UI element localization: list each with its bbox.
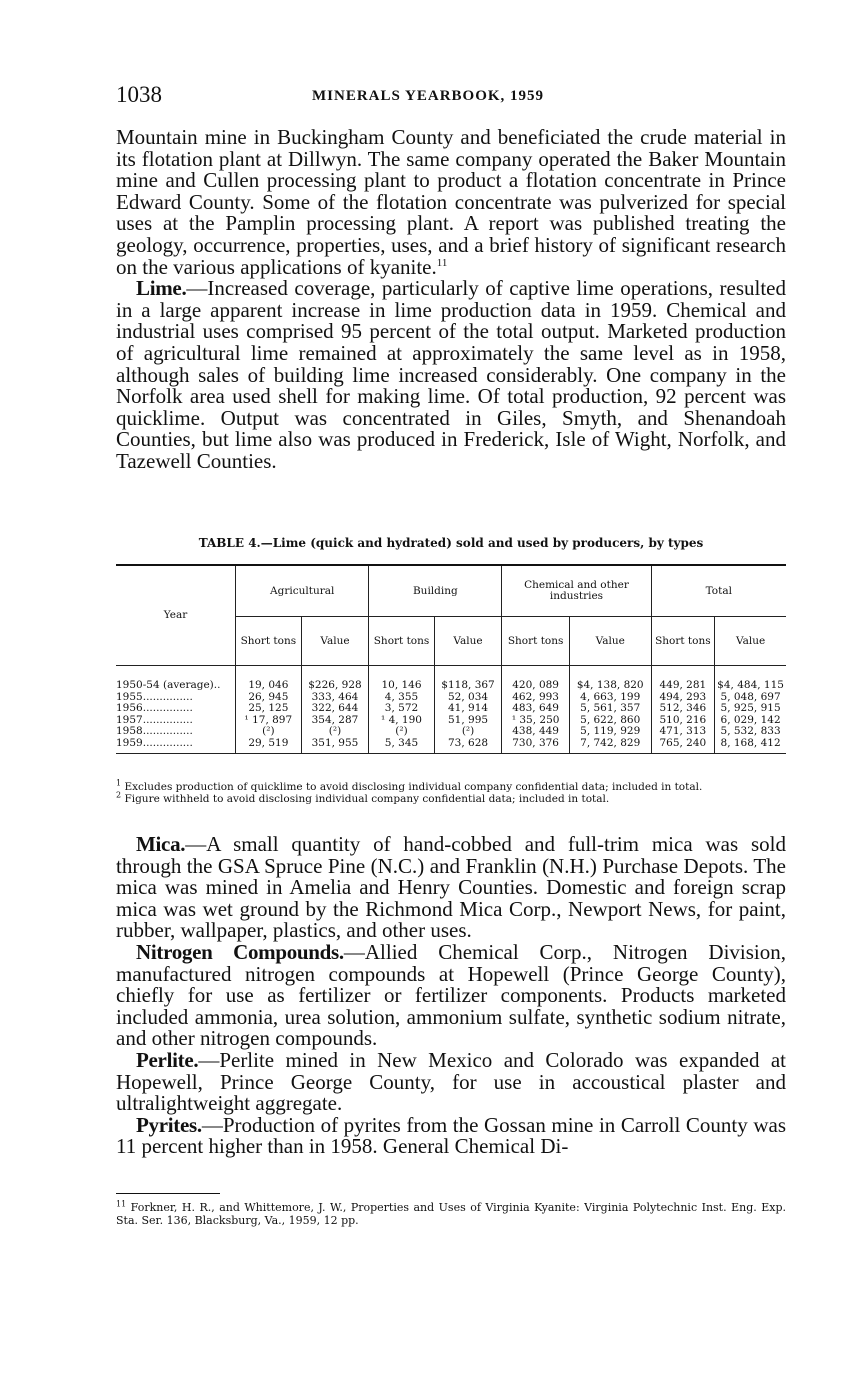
table-cell: 5, 532, 833 bbox=[715, 726, 786, 738]
row-year: 1955............... bbox=[116, 690, 193, 703]
table-cell: $4, 138, 820 bbox=[569, 666, 651, 692]
table-cell: $118, 367 bbox=[434, 666, 502, 692]
sub-header: Short tons bbox=[369, 617, 434, 666]
table-cell: 19, 046 bbox=[236, 666, 302, 692]
table-cell: 52, 034 bbox=[434, 692, 502, 704]
sub-header: Value bbox=[715, 617, 786, 666]
body-block-bottom bbox=[116, 834, 786, 1158]
table-cell: (²) bbox=[434, 726, 502, 738]
table-cell: 462, 993 bbox=[502, 692, 570, 704]
paragraph-perlite: Perlite.—Perlite mined in New Mexico and Colorado was expanded at Hopewell, Prince George County, for use in accoustical plaster and ultralightweight aggregate. bbox=[116, 1047, 786, 1116]
table-cell: 471, 313 bbox=[651, 726, 715, 738]
table-caption: TABLE 4.—Lime (quick and hydrated) sold and used by producers, by types bbox=[198, 536, 704, 550]
lime-heading: Lime. bbox=[136, 276, 187, 301]
table-cell: 4, 355 bbox=[369, 692, 434, 704]
table-row bbox=[116, 738, 786, 754]
table-cell: 333, 464 bbox=[301, 692, 369, 704]
nitrogen-heading: Nitrogen Compounds. bbox=[136, 939, 344, 964]
footnote-divider bbox=[116, 1193, 220, 1194]
paragraph-kyanite: Mountain mine in Buckingham County and beneficiated the crude material in its flotation plant at Dillwyn. The same company operated the Baker Mountain mine and Cullen processing plant to product a flotation concentrate in Prince Edward County. Some of the flotation concentrate was pulverized for special uses at the Pamplin processing plant. A report was published treating the geology, occurrence, properties, uses, and a brief history of significant research on the various applications of kyanite.$^{11}$ bbox=[116, 125, 786, 279]
paragraph-mica: Mica.—A small quantity of hand-cobbed and full-trim mica was sold through the GSA Spruce Pine (N.C.) and Franklin (N.H.) Purchase Depots. The mica was mined in Amelia and Henry Counties. Domestic and foreign scrap mica was wet ground by the Richmond Mica Corp., Newport News, for paint, rubber, wallpaper, plastics, and other uses. bbox=[116, 832, 786, 943]
table-cell: 4, 663, 199 bbox=[569, 692, 651, 704]
table-cell: 5, 561, 357 bbox=[569, 703, 651, 715]
table-cell: ¹ 35, 250 bbox=[502, 715, 570, 727]
row-year: 1957............... bbox=[116, 713, 193, 726]
table-cell: 351, 955 bbox=[301, 738, 369, 754]
paragraph-lime: Lime.—Increased coverage, particularly of captive lime operations, resulted in a large apparent increase in lime production data in 1959. Chemical and industrial uses comprised 95 percent of the total output. Marketed production of agricultural lime remained at approximately the same level as in 1958, although sales of building lime increased considerably. One company in the Norfolk area used shell for making lime. Of total production, 92 percent was quicklime. Output was concentrated in Giles, Smyth, and Shenandoah Counties, but lime also was produced in Frederick, Isle of Wight, Norfolk, and Tazewell Counties. bbox=[116, 276, 786, 473]
table-cell: 449, 281 bbox=[651, 666, 715, 692]
page-footnote-11: $^{11}$ Forkner, H. R., and Whittemore, J. W., Properties and Uses of Virginia Kyanite: Virginia Polytechnic Inst. Eng. Exp. Sta. Ser. 136, Blacksburg, Va., 1959, 12 pp. bbox=[116, 1199, 786, 1227]
year-header: Year bbox=[116, 565, 236, 666]
sub-header: Short tons bbox=[502, 617, 570, 666]
group-header-building: Building bbox=[369, 565, 502, 617]
table-cell: $4, 484, 115 bbox=[715, 666, 786, 692]
perlite-heading: Perlite. bbox=[136, 1047, 199, 1072]
paragraph-nitrogen: Nitrogen Compounds.—Allied Chemical Corp., Nitrogen Division, manufactured nitrogen compounds at Hopewell (Prince George County), chiefly for use as fertilizer or fertilizer components. Products marketed included ammonia, urea solution, ammonium sulfate, synthetic sodium nitrate, and other nitrogen compounds. bbox=[116, 939, 786, 1051]
table-cell: 10, 146 bbox=[369, 666, 434, 692]
page-header bbox=[116, 82, 786, 110]
table-cell: 765, 240 bbox=[651, 738, 715, 754]
table-row bbox=[116, 666, 786, 692]
body-block-top bbox=[116, 127, 786, 473]
sub-header: Short tons bbox=[236, 617, 302, 666]
table-cell: 5, 119, 929 bbox=[569, 726, 651, 738]
group-header-agricultural: Agricultural bbox=[236, 565, 369, 617]
table-cell: 26, 945 bbox=[236, 692, 302, 704]
mica-heading: Mica. bbox=[136, 832, 186, 856]
table-footnotes bbox=[116, 778, 786, 806]
row-year: 1950-54 (average).. bbox=[116, 679, 221, 691]
table-cell: $226, 928 bbox=[301, 666, 369, 692]
row-year: 1958............... bbox=[116, 725, 193, 737]
table-cell: 7, 742, 829 bbox=[569, 738, 651, 754]
table-row bbox=[116, 726, 786, 738]
table-cell: 3, 572 bbox=[369, 703, 434, 715]
table-cell: 730, 376 bbox=[502, 738, 570, 754]
table-cell: 25, 125 bbox=[236, 703, 302, 715]
table-cell: 5, 622, 860 bbox=[569, 715, 651, 727]
table-cell: 483, 649 bbox=[502, 703, 570, 715]
sub-header: Value bbox=[569, 617, 651, 666]
lime-table bbox=[116, 564, 786, 754]
table-cell: 29, 519 bbox=[236, 738, 302, 754]
table-cell: 6, 029, 142 bbox=[715, 715, 786, 727]
group-header-chemical: Chemical and other industries bbox=[502, 565, 651, 617]
table-cell: ¹ 4, 190 bbox=[369, 715, 434, 727]
footnote-ref-11[interactable]: 11 bbox=[436, 256, 448, 269]
table-cell: (²) bbox=[236, 726, 302, 738]
sub-header: Short tons bbox=[651, 617, 715, 666]
table-cell: 51, 995 bbox=[434, 715, 502, 727]
table-cell: 8, 168, 412 bbox=[715, 738, 786, 754]
running-title: MINERALS YEARBOOK, 1959 bbox=[312, 88, 545, 104]
row-year: 1956............... bbox=[116, 702, 193, 714]
table-footnote-1: $^1$ Excludes production of quicklime to avoid disclosing individual company confidential data; included in total. bbox=[116, 778, 703, 793]
table-cell: 5, 925, 915 bbox=[715, 703, 786, 715]
table-footnote-2: $^2$ Figure withheld to avoid disclosing individual company confidential data; included in total. bbox=[116, 790, 610, 805]
table-cell: 512, 346 bbox=[651, 703, 715, 715]
table-cell: 5, 345 bbox=[369, 738, 434, 754]
table-cell: 494, 293 bbox=[651, 692, 715, 704]
table-cell: (²) bbox=[301, 726, 369, 738]
sub-header: Value bbox=[301, 617, 369, 666]
table-cell: 510, 216 bbox=[651, 715, 715, 727]
table-cell: (²) bbox=[369, 726, 434, 738]
table-cell: ¹ 17, 897 bbox=[236, 715, 302, 727]
table-cell: 41, 914 bbox=[434, 703, 502, 715]
paragraph-pyrites: Pyrites.—Production of pyrites from the Gossan mine in Carroll County was 11 percent higher than in 1958. General Chemical Di- bbox=[116, 1112, 786, 1159]
row-year: 1959............... bbox=[116, 738, 236, 754]
table-cell: 5, 048, 697 bbox=[715, 692, 786, 704]
table-cell: 73, 628 bbox=[434, 738, 502, 754]
table-cell: 354, 287 bbox=[301, 715, 369, 727]
table-cell: 420, 089 bbox=[502, 666, 570, 692]
group-header-total: Total bbox=[651, 565, 786, 617]
table-cell: 438, 449 bbox=[502, 726, 570, 738]
table-row bbox=[116, 703, 786, 715]
pyrites-heading: Pyrites. bbox=[136, 1112, 202, 1137]
sub-header: Value bbox=[434, 617, 502, 666]
page-number: 1038 bbox=[116, 82, 162, 107]
table-cell: 322, 644 bbox=[301, 703, 369, 715]
